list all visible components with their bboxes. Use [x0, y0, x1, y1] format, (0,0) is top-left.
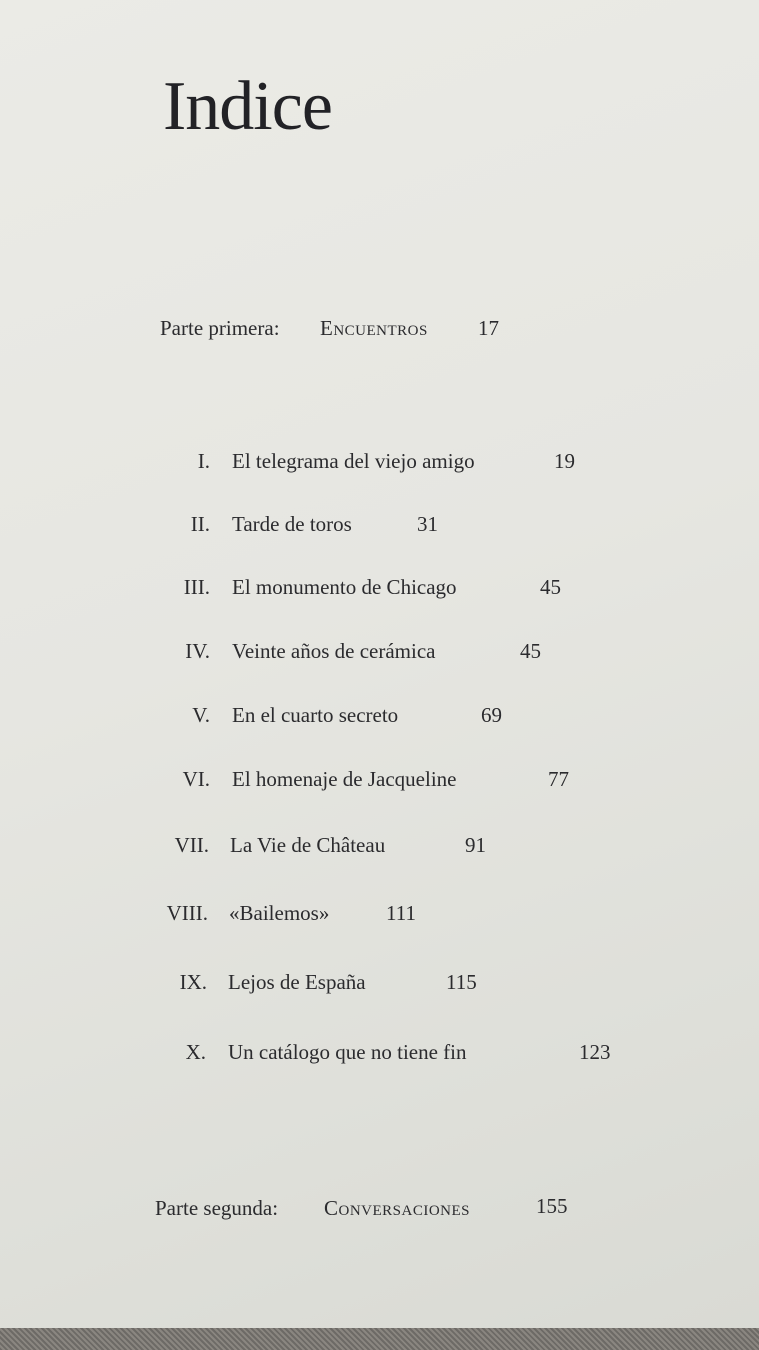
- chapter-page-number: 111: [386, 901, 416, 925]
- chapter-title: Veinte años de cerámica: [232, 639, 436, 663]
- chapter-numeral: VIII.: [166, 901, 208, 925]
- chapter-page-number: 123: [579, 1040, 611, 1064]
- chapter-title: El homenaje de Jacqueline: [232, 767, 457, 791]
- part-page-number: 17: [478, 316, 499, 340]
- chapter-page-number: 45: [540, 575, 561, 599]
- chapter-title: Un catálogo que no tiene fin: [228, 1040, 467, 1064]
- background-surface: [0, 1328, 759, 1350]
- chapter-page-number: 69: [481, 703, 502, 727]
- chapter-numeral: X.: [185, 1040, 206, 1064]
- chapter-page-number: 77: [548, 767, 569, 791]
- part-name: Encuentros: [320, 316, 428, 340]
- chapter-numeral: IV.: [185, 639, 210, 663]
- part-page-number: 155: [536, 1194, 568, 1218]
- chapter-page-number: 19: [554, 449, 575, 473]
- chapter-title: La Vie de Château: [230, 833, 386, 857]
- chapter-title: El telegrama del viejo amigo: [232, 449, 475, 473]
- chapter-numeral: V.: [192, 703, 210, 727]
- part-label: Parte segunda:: [155, 1196, 279, 1220]
- chapter-numeral: I.: [197, 449, 210, 473]
- chapter-title: Tarde de toros: [232, 512, 352, 536]
- chapter-page-number: 91: [465, 833, 486, 857]
- chapter-page-number: 31: [417, 512, 438, 536]
- chapter-title: Lejos de España: [228, 970, 366, 994]
- part-name: Conversaciones: [324, 1196, 471, 1220]
- chapter-title: «Bailemos»: [229, 901, 330, 925]
- chapter-page-number: 115: [446, 970, 477, 994]
- chapter-numeral: VII.: [174, 833, 209, 857]
- page-title: Indice: [163, 68, 332, 145]
- chapter-page-number: 45: [520, 639, 541, 663]
- chapter-numeral: III.: [183, 575, 210, 599]
- chapter-numeral: II.: [190, 512, 210, 536]
- chapter-numeral: IX.: [179, 970, 207, 994]
- chapter-title: En el cuarto secreto: [232, 703, 399, 727]
- chapter-numeral: VI.: [182, 767, 210, 791]
- part-label: Parte primera:: [160, 316, 280, 340]
- chapter-title: El monumento de Chicago: [232, 575, 457, 599]
